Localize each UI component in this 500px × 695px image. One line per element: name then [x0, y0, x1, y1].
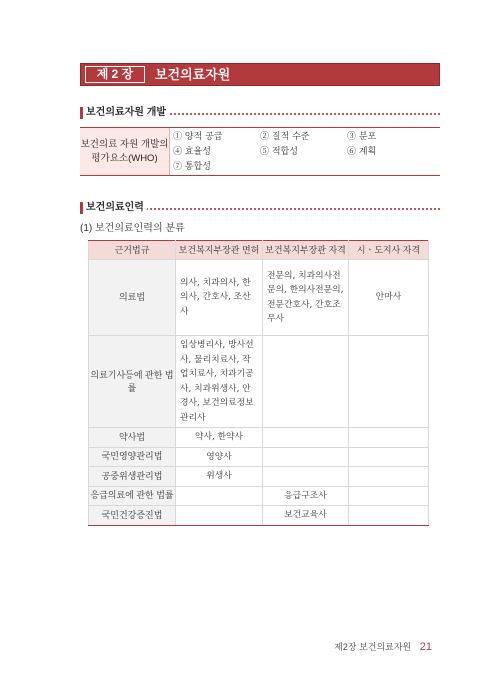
- section-title: 보건의료인력: [86, 201, 147, 215]
- law-cell: 약사법: [89, 428, 176, 448]
- law-cell: 국민영양관리법: [89, 447, 176, 467]
- eval-item: ② 질적 수준: [260, 132, 310, 142]
- eval-item: ① 양적 공급: [173, 132, 223, 142]
- law-cell: 의료기사등에 관한 법률: [89, 336, 176, 428]
- evaluation-label: 보건의료 자원 개발의 평가요소(WHO): [80, 128, 170, 175]
- footer-chapter-label: 제2장 보건의료자원: [334, 642, 412, 652]
- governor-qualification-cell: [349, 486, 429, 506]
- governor-qualification-cell: 안마사: [349, 260, 429, 336]
- governor-qualification-cell: [349, 447, 429, 467]
- license-cell: [176, 486, 263, 506]
- license-cell: [176, 506, 263, 526]
- workforce-classification-table: [88, 240, 429, 526]
- eval-item: ⑤ 적합성: [260, 147, 298, 157]
- minister-qualification-cell: [263, 467, 349, 487]
- minister-qualification-cell: 응급구조사: [263, 486, 349, 506]
- page-number: 21: [419, 641, 432, 653]
- minister-qualification-cell: 전문의, 치과의사전문의, 한의사전문의, 전문간호사, 간호조무사: [263, 260, 349, 336]
- eval-item: ④ 효율성: [173, 147, 211, 157]
- table-row: [89, 506, 429, 526]
- law-cell: 국민건강증진법: [89, 506, 176, 526]
- minister-qualification-cell: 보건교육사: [263, 506, 349, 526]
- governor-qualification-cell: [349, 467, 429, 487]
- governor-qualification-cell: [349, 336, 429, 428]
- chapter-title: 보건의료자원: [155, 67, 231, 82]
- eval-item: ⑥ 계획: [347, 147, 377, 157]
- section-title: 보건의료자원 개발: [86, 106, 169, 120]
- section-heading-development: [80, 106, 440, 122]
- law-cell: 응급의료에 관한 법률: [89, 486, 176, 506]
- eval-item: ⑦ 통합성: [173, 162, 211, 172]
- chapter-banner: [80, 63, 440, 86]
- column-header: 시ㆍ도지사 자격: [349, 241, 429, 260]
- column-header: 근거법규: [89, 241, 176, 260]
- page-footer: [334, 641, 432, 653]
- section-marker: [80, 202, 83, 214]
- law-cell: 의료법: [89, 260, 176, 336]
- column-header: 보건복지부장관 면허: [176, 241, 263, 260]
- governor-qualification-cell: [349, 506, 429, 526]
- minister-qualification-cell: [263, 336, 349, 428]
- license-cell: 임상병리사, 방사선사, 물리치료사, 작업치료사, 치과기공사, 치과위생사, 안경사, 보건의료정보관리사: [176, 336, 263, 428]
- subsection-title: (1) 보건의료인력의 분류: [80, 223, 185, 234]
- table-row: [89, 486, 429, 506]
- governor-qualification-cell: [349, 428, 429, 448]
- license-cell: 약사, 한약사: [176, 428, 263, 448]
- table-header-row: [89, 241, 429, 260]
- evaluation-factors-table: [80, 127, 440, 176]
- table-row: [89, 260, 429, 336]
- chapter-number: 제 2 장: [85, 66, 145, 83]
- table-row: [89, 428, 429, 448]
- minister-qualification-cell: [263, 428, 349, 448]
- license-cell: 위생사: [176, 467, 263, 487]
- table-row: [89, 467, 429, 487]
- license-cell: 영양사: [176, 447, 263, 467]
- table-row: [89, 447, 429, 467]
- law-cell: 공중위생관리법: [89, 467, 176, 487]
- section-marker: [80, 107, 83, 119]
- eval-item: ③ 분포: [347, 132, 377, 142]
- table-row: [89, 336, 429, 428]
- minister-qualification-cell: [263, 447, 349, 467]
- section-heading-workforce: [80, 201, 440, 217]
- license-cell: 의사, 치과의사, 한의사, 간호사, 조산사: [176, 260, 263, 336]
- column-header: 보건복지부장관 자격: [263, 241, 349, 260]
